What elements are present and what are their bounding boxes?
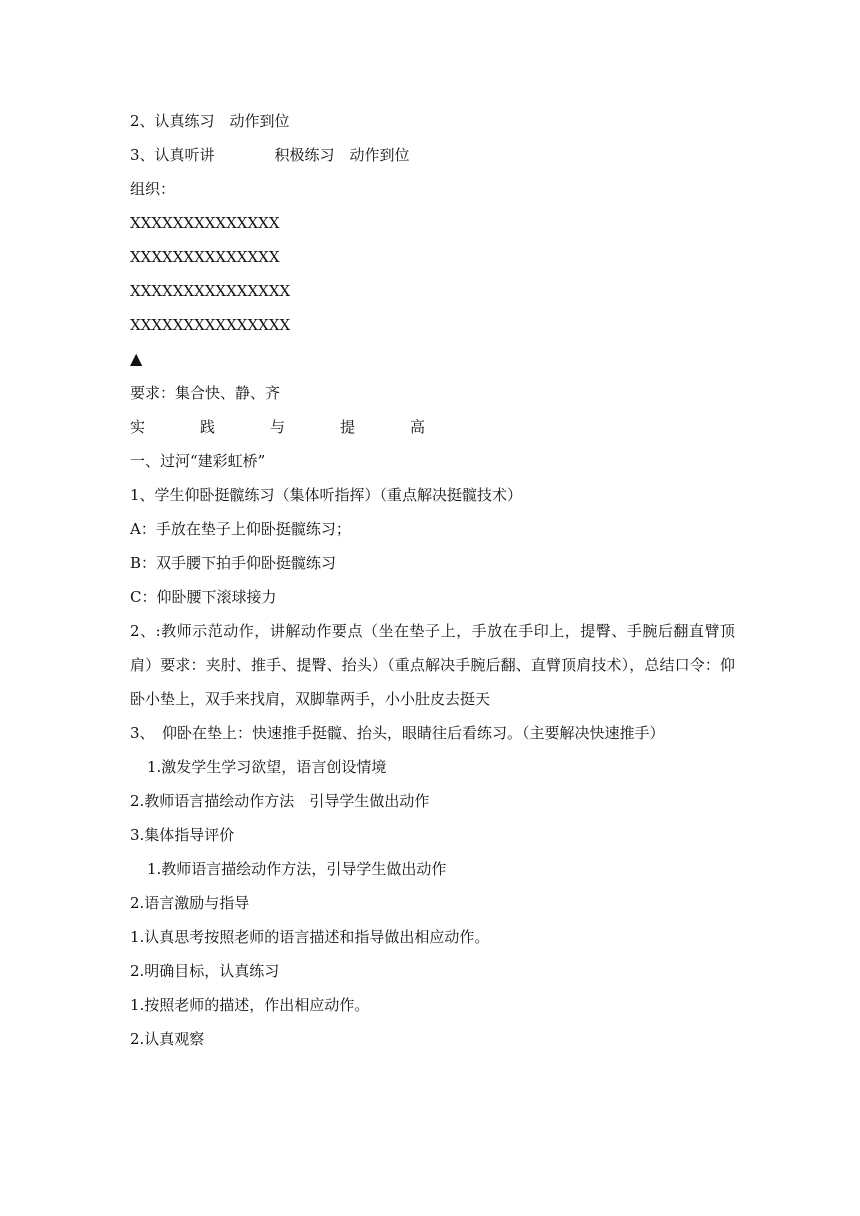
section-title-char: 实 [130,418,146,436]
text-paragraph: 2、:教师示范动作，讲解动作要点（坐在垫子上，手放在手印上，提臀、手腕后翻直臂顶肩）要求：夹肘、推手、提臀、抬头）（重点解决手腕后翻、直臂顶肩技术），总结口令：仰卧小垫上，双手来找肩，双脚靠两手，小小肚皮去挺天 [130,622,735,708]
text-line: 1.教师语言描绘动作方法，引导学生做出动作 [147,860,447,878]
text-line: 2.认真观察 [130,1030,205,1048]
text-line: C：仰卧腰下滚球接力 [130,588,277,606]
formation-row: XXXXXXXXXXXXXXX [130,282,291,300]
section-title [130,410,425,444]
text-line: 3、认真听讲 积极练习 动作到位 [130,146,410,164]
section-title-char: 提 [339,418,355,436]
formation-row: XXXXXXXXXXXXXX [130,248,280,266]
text-line: 3.集体指导评价 [130,826,235,844]
document-page [130,104,735,1056]
text-line: 2.教师语言描绘动作方法 引导学生做出动作 [130,792,430,810]
text-line: 1.认真思考按照老师的语言描述和指导做出相应动作。 [130,928,490,946]
section-title-char: 践 [199,418,215,436]
formation-row: XXXXXXXXXXXXXXX [130,316,291,334]
text-line: 1.按照老师的描述，作出相应动作。 [130,996,370,1014]
formation-row: XXXXXXXXXXXXXX [130,214,280,232]
section-title-char: 高 [409,418,425,436]
text-line: 2.明确目标，认真练习 [130,962,280,980]
text-line: 2、认真练习 动作到位 [130,112,290,130]
text-line: 1、学生仰卧挺髋练习（集体听指挥）（重点解决挺髋技术） [130,486,523,504]
text-line: 1.激发学生学习欲望，语言创设情境 [147,758,387,776]
teacher-marker-icon: ▲ [130,349,143,368]
text-line: 组织： [130,180,176,198]
text-line: 一、过河“建彩虹桥” [130,452,266,470]
text-line: A：手放在垫子上仰卧挺髋练习； [130,520,351,538]
text-line: B：双手腰下拍手仰卧挺髋练习 [130,554,337,572]
text-line: 要求：集合快、静、齐 [130,384,281,402]
text-line: 2.语言激励与指导 [130,894,250,912]
section-title-char: 与 [269,418,285,436]
text-paragraph: 3、 仰卧在垫上：快速推手挺髋、抬头，眼睛往后看练习。（主要解决快速推手） [130,724,665,742]
